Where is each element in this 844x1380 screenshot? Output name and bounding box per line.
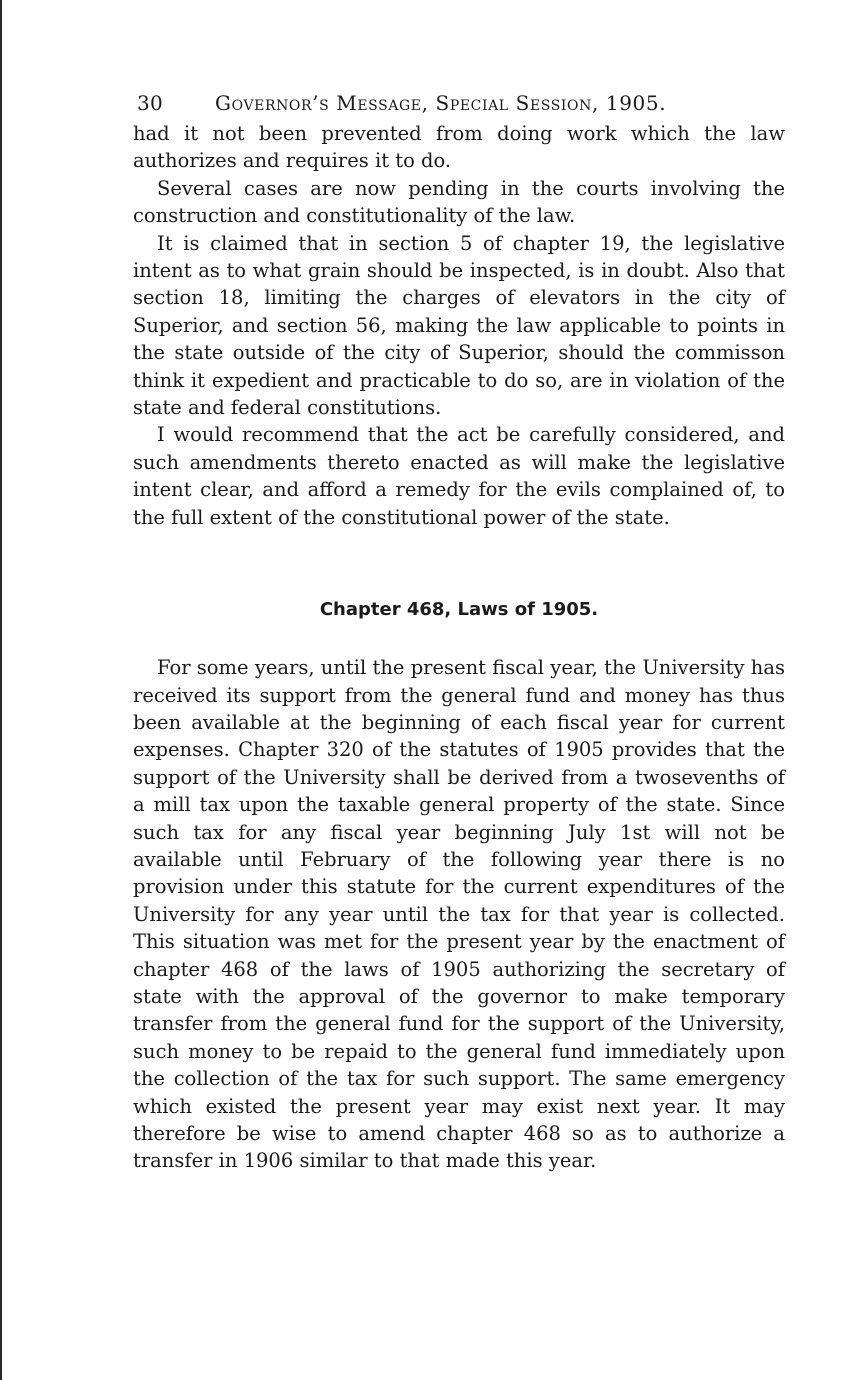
paragraph-recommendation: I would recommend that the act be carefully considered, and such amendments thereto enacted as will make the legislative intent clear, and afford a remedy for the evils complained of, to the full extent of the constitutional power of the state. <box>133 423 785 529</box>
page-number: 30 <box>137 91 164 115</box>
paragraph-claims: It is claimed that in section 5 of chapter 19, the legislative intent as to what grain should be inspected, is in doubt. Also that section 18, limiting the charges of elevators in the city of Superior, and section 56, making the law applicable to points in the state outside of the city of Superior, should the commisson think it expedient and practicable to do so, are in violation of the state and federal constitutions. <box>133 231 785 420</box>
paragraph-university-support: For some years, until the present fiscal year, the University has received its support from the general fund and money has thus been available at the beginning of each fiscal year for current expenses. Chapter 320 of the statutes of 1905 provides that the support of the University shall be derived from a twosevenths of a mill tax upon the taxable general property of the state. Since such tax for any fiscal year beginning July 1st will not be available until February of the following year there is no provision under this statute for the current expenditures of the University for any year until the tax for that year is collected. This situation was met for the present year by the enactment of chapter 468 of the laws of 1905 authorizing the secretary of state with the approval of the governor to make temporary transfer from the general fund for the support of the University, such money to be repaid to the general fund immediately upon the collection of the tax for such support. The same emergency which existed the present year may exist next year. It may therefore be wise to amend chapter 468 so as to authorize a transfer in 1906 similar to that made this year. <box>133 656 785 1173</box>
paragraph-pending-cases: Several cases are now pending in the courts involving the construction and constitutionality of the law. <box>133 176 785 228</box>
paragraph-continuation: had it not been prevented from doing work which the law authorizes and requires it to do. <box>133 122 785 173</box>
section-heading: Chapter 468, Laws of 1905. <box>319 599 599 621</box>
running-header <box>133 86 785 120</box>
scan-left-edge <box>0 0 2 1380</box>
document-page <box>133 86 785 1175</box>
running-title: Governor’s Message, Special Session, 1905. <box>215 91 667 115</box>
